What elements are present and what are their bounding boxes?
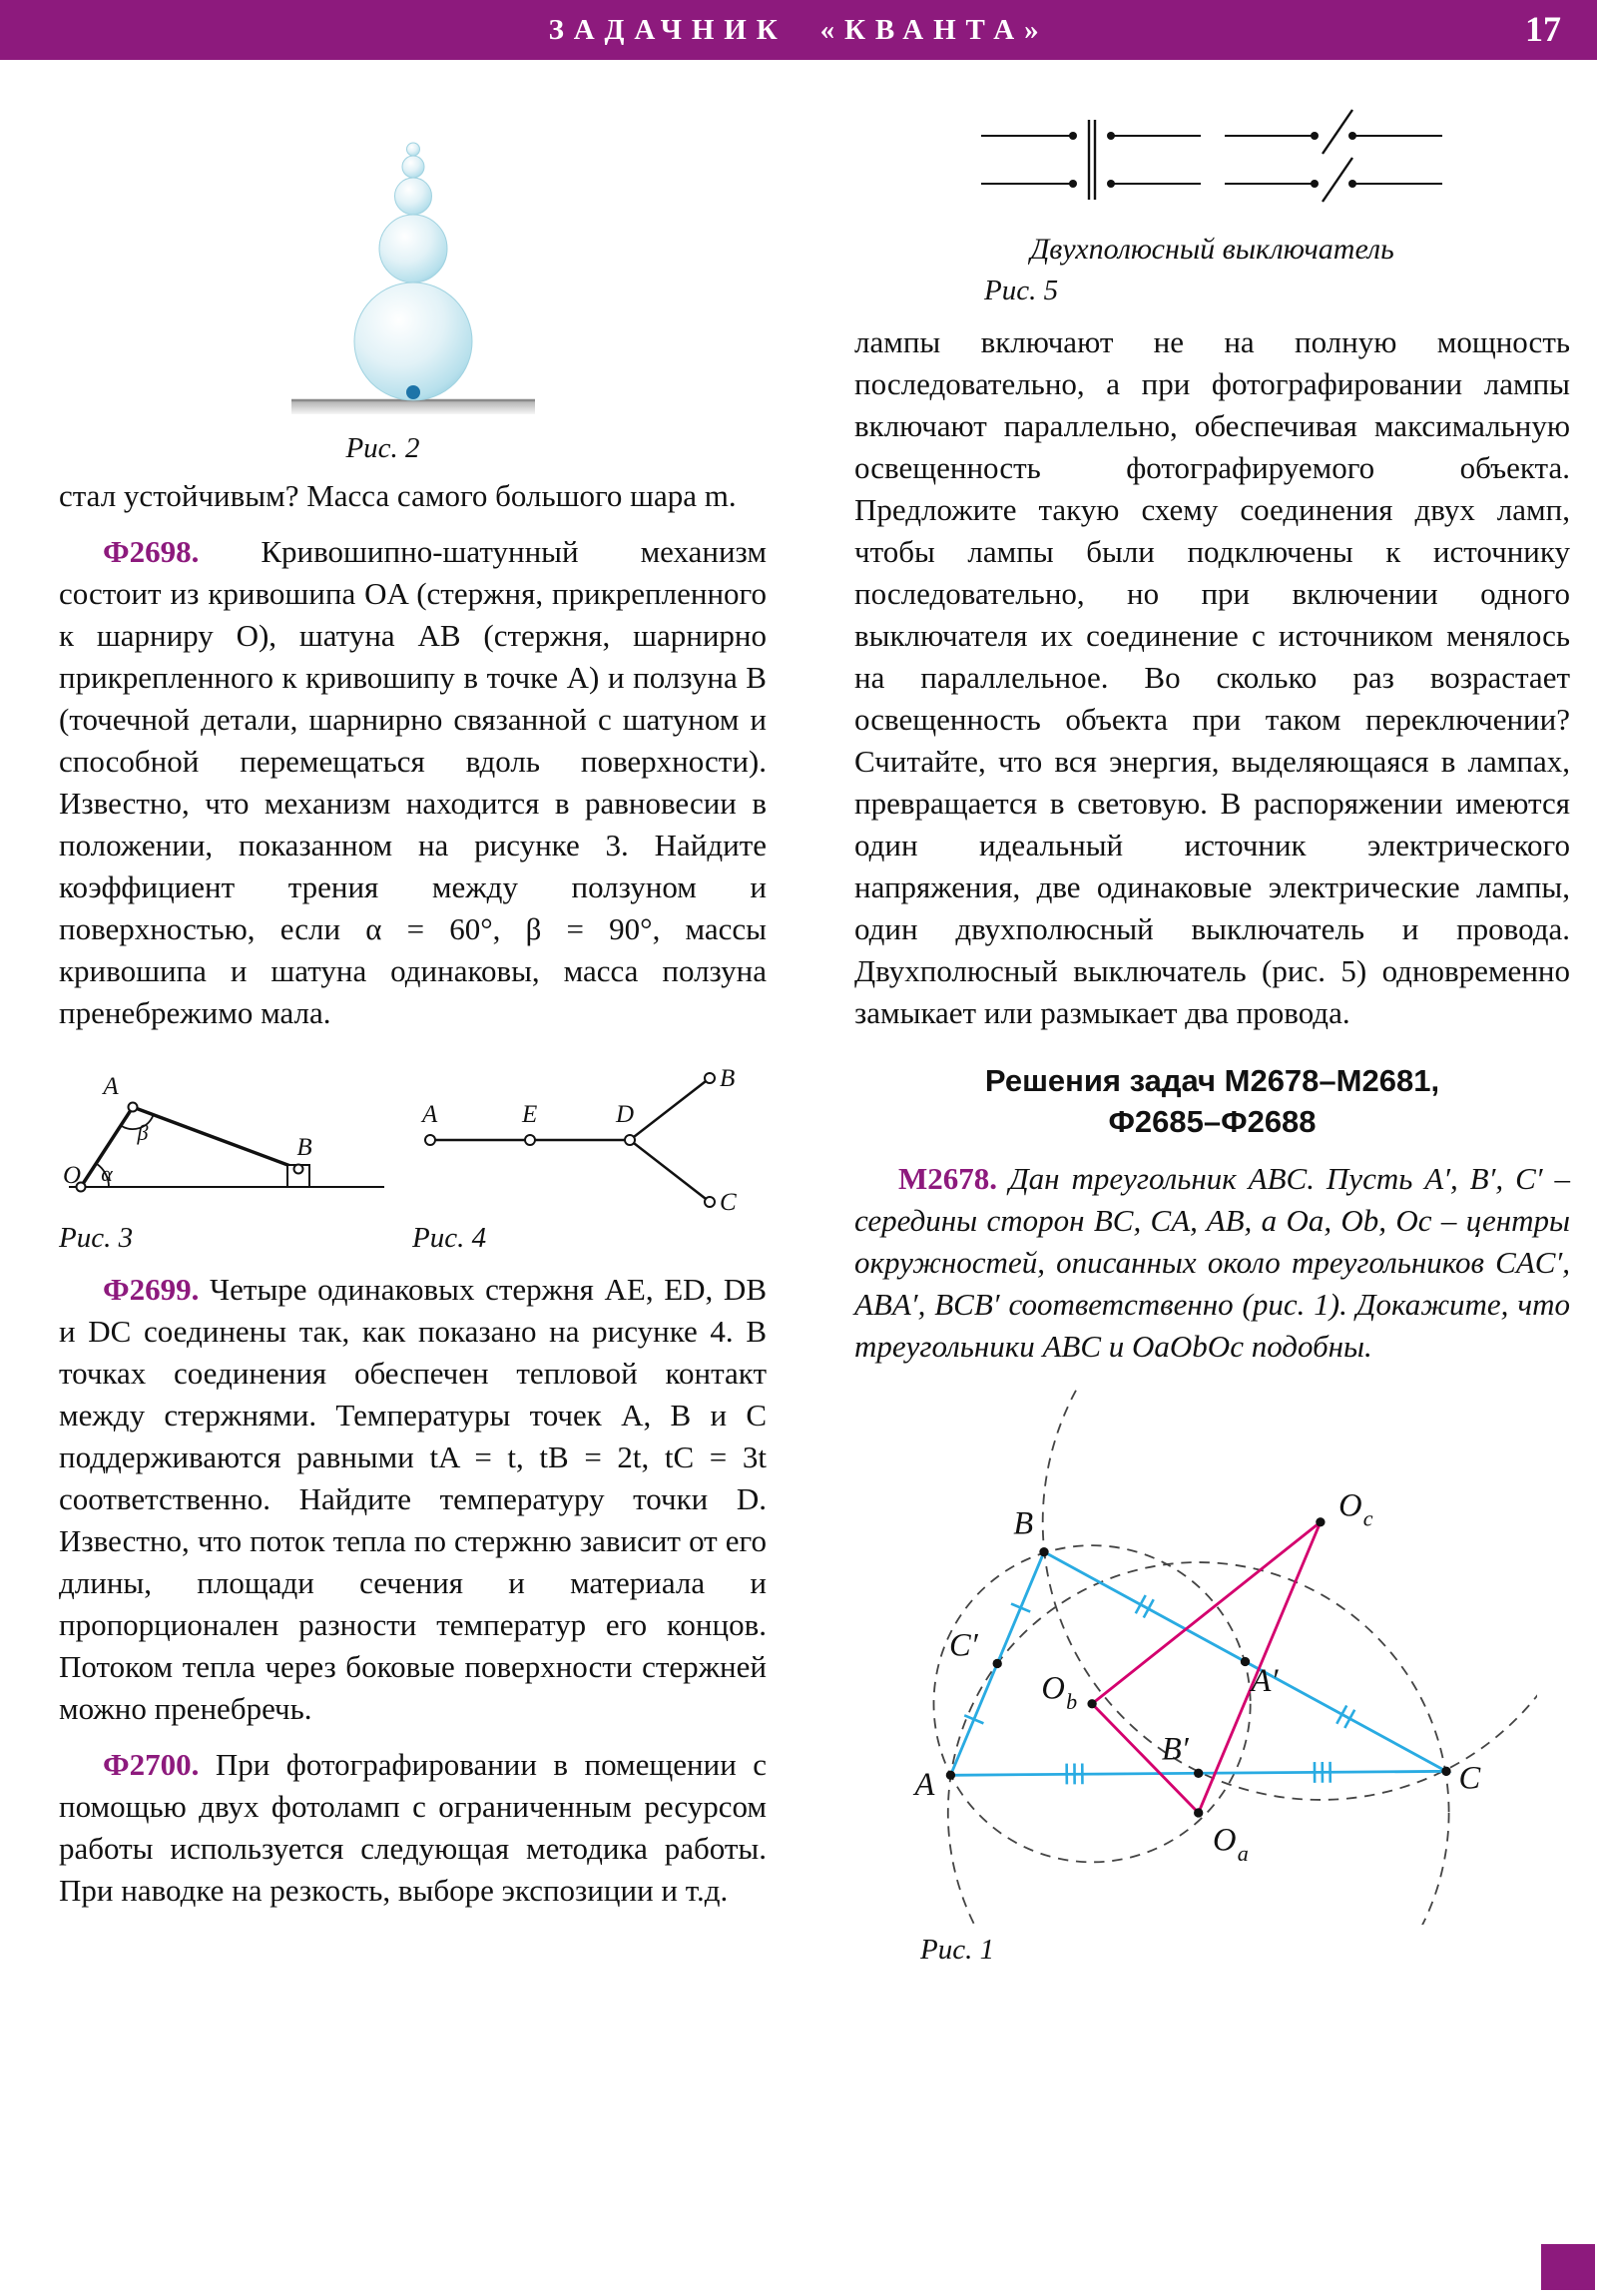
sphere-large (354, 283, 472, 400)
sphere-tiny (402, 156, 424, 178)
contact-dot (406, 385, 420, 399)
fig1-label-Oc: O (1337, 1487, 1362, 1524)
fig4-rod-DB (630, 1078, 710, 1140)
spheres-figure (264, 104, 563, 423)
problem-f2700 (59, 1744, 767, 1912)
fig4-label-D: D (616, 1101, 635, 1128)
fig1-point-Oa (1194, 1808, 1203, 1817)
fig5-caption: Рис. 5 (984, 275, 1059, 306)
mechanism-figure (59, 1050, 394, 1215)
fig3-rod-AB (133, 1107, 298, 1169)
fig1-label-Oc-sub: c (1362, 1505, 1373, 1531)
fig2-caption: Рис. 2 (345, 432, 420, 464)
fig1-triangle-OaObOc (1092, 1522, 1321, 1813)
problem-f2698-number: Ф2698. (103, 534, 200, 569)
fig1-label-Ob-sub: b (1065, 1688, 1077, 1714)
switch-figure (973, 108, 1452, 226)
section-header-line1: Решения задач М2678–М2681, (984, 1063, 1440, 1098)
sphere-small (394, 178, 431, 215)
fig4-label-C: C (720, 1189, 737, 1215)
columns-container (0, 60, 1597, 1967)
fig5-contact-dot (1348, 180, 1356, 188)
problem-m2678 (854, 1158, 1570, 1368)
continuation-paragraph: лампы включают не на полную мощность последовательно, а при фотографировании лампы включают параллельно, обеспечивая максимальную освещенность фотографируемого объекта. Предложите такую схему соединения двух ламп, чтобы лампы были подключены к источнику последовательно, но при включении одного выключателя их соединение с источником менялось на параллельное. Во сколько раз возрастает освещенность объекта при таком переключении? Считайте, что вся энергия, выделяющаяся в лампах, превращается в световую. В распоряжении имеются один идеальный источник электрического напряжения, две одинаковые электрические лампы, один двухполюсный выключатель и провода. Двухполюсный выключатель (рис. 5) одновременно замыкает или размыкает два провода. (854, 324, 1570, 1030)
fig1-label-A: A (913, 1766, 934, 1803)
figures-3-4-row (59, 1050, 767, 1255)
fig4-node-E (525, 1135, 535, 1145)
fig1-caption: Рис. 1 (920, 1934, 995, 1966)
problem-m2678-text: Дан треугольник ABC. Пусть A′, B′, C′ – середины сторон BC, CA, AB, а Oa, Ob, Oc – центры окружностей, описанных около треугольников CAC′, ABA′, BCB′ соответственно (рис. 1). Докажите, что треугольники ABC и OaObOc подобны. (854, 1161, 1570, 1364)
figure-5 (854, 108, 1570, 307)
fig5-open-bar (1323, 158, 1352, 202)
problem-f2698 (59, 531, 767, 1034)
problem-f2698-text: Кривошипно-шатунный механизм состоит из кривошипа OA (стержня, прикрепленного к шарниру O), шатуна AB (стержня, шарнирно прикрепленного к кривошипу в точке A) и ползуна B (точечной детали, шарнирно связанной с шатуном и способной перемещаться вдоль поверхности). Известно, что механизм находится в равновесии в положении, показанном на рисунке 3. Найдите коэффициент трения между ползуном и поверхностью, если α = 60°, β = 90°, массы кривошипа и шатуна одинаковы, масса ползуна пренебрежимо мала. (59, 534, 767, 1030)
fig1-label-B: B (1012, 1505, 1033, 1542)
fig3-joint-A (129, 1103, 138, 1112)
fig1-label-B-prime: B′ (1161, 1731, 1189, 1768)
section-header-line2: Ф2685–Ф2688 (1108, 1104, 1317, 1139)
fig3-label-alpha: α (101, 1161, 113, 1186)
fig3-label-beta: β (137, 1120, 149, 1145)
page-header-title: ЗАДАЧНИК «КВАНТА» (548, 13, 1049, 46)
fig3-joint-B (294, 1165, 303, 1174)
left-column (59, 60, 767, 1967)
sphere-medium (379, 215, 447, 283)
problem-f2700-number: Ф2700. (103, 1747, 200, 1782)
fig1-label-A-prime: A′ (1251, 1662, 1278, 1699)
fig3-caption: Рис. 3 (59, 1222, 134, 1254)
fig5-contact-dot (1069, 180, 1077, 188)
fig4-node-B (705, 1073, 715, 1083)
sphere-top (406, 143, 419, 156)
right-column (854, 60, 1570, 1967)
fig1-label-C-prime: C′ (948, 1627, 978, 1664)
corner-decoration (1541, 2244, 1595, 2290)
fig1-point-A-prime (1240, 1657, 1249, 1666)
solutions-section-header (854, 1060, 1570, 1142)
fig5-label: Двухполюсный выключатель (1030, 233, 1394, 266)
fig4-caption: Рис. 4 (412, 1222, 487, 1254)
header-bar (0, 0, 1597, 60)
intro-paragraph: стал устойчивым? Масса самого большого шара m. (59, 478, 737, 513)
figure-2 (59, 104, 767, 465)
ground-shadow (291, 401, 535, 414)
fig3-label-O: O (63, 1162, 82, 1189)
geometry-figure (888, 1386, 1537, 1925)
fig1-point-B-prime (1194, 1769, 1203, 1778)
fig1-point-Ob (1087, 1699, 1096, 1708)
fig1-point-Oc (1316, 1517, 1325, 1526)
problem-f2699-number: Ф2699. (103, 1272, 200, 1307)
fig4-node-A (425, 1135, 435, 1145)
fig4-label-B: B (720, 1065, 736, 1092)
fig1-label-Oa-sub: a (1237, 1841, 1249, 1867)
figure-4 (412, 1050, 766, 1255)
fig4-node-C (705, 1197, 715, 1207)
problem-m2678-number: М2678. (898, 1161, 998, 1196)
fig5-contact-dot (1069, 132, 1077, 140)
fig1-label-Ob: O (1040, 1670, 1065, 1707)
figure-1 (854, 1386, 1570, 1967)
fig1-circumcircle-Oa (947, 1562, 1448, 1925)
fig5-contact-dot (1311, 132, 1319, 140)
fig4-label-E: E (522, 1101, 538, 1128)
fig5-contact-dot (1107, 180, 1115, 188)
fig4-rod-DC (630, 1140, 710, 1202)
fig3-label-A: A (103, 1073, 119, 1100)
fig5-contact-dot (1348, 132, 1356, 140)
fig1-point-C (1441, 1767, 1450, 1776)
fig1-label-C: C (1458, 1760, 1480, 1797)
rods-figure (412, 1050, 742, 1215)
fig1-point-B (1039, 1547, 1048, 1556)
figure-3 (59, 1050, 412, 1255)
problem-f2699-text: Четыре одинаковых стержня AE, ED, DB и DC соединены так, как показано на рисунке 4. В точках соединения обеспечен тепловой контакт между стержнями. Температуры точек A, B и C поддерживаются равными tA = t, tB = 2t, tC = 3t соответственно. Найдите температуру точки D. Известно, что поток тепла по стержню зависит от его длины, площади сечения и материала и пропорционален разности температур его концов. Потоком тепла через боковые поверхности стержней можно пренебречь. (59, 1272, 767, 1726)
fig1-label-Oa: O (1212, 1822, 1236, 1859)
fig5-contact-dot (1107, 132, 1115, 140)
fig3-label-B: B (296, 1134, 312, 1161)
problem-f2700-text: При фотографировании в помещении с помощью двух фотоламп с ограниченным ресурсом работы используется следующая методика работы. При наводке на резкость, выборе экспозиции и т.д. (59, 1747, 767, 1908)
fig4-label-A: A (422, 1101, 438, 1128)
fig5-open-bar (1323, 110, 1352, 154)
page-number: 17 (1525, 9, 1561, 49)
fig5-contact-dot (1311, 180, 1319, 188)
problem-f2699 (59, 1269, 767, 1730)
fig1-point-C-prime (992, 1659, 1001, 1668)
fig4-node-D (625, 1135, 635, 1145)
fig1-point-A (945, 1771, 954, 1780)
